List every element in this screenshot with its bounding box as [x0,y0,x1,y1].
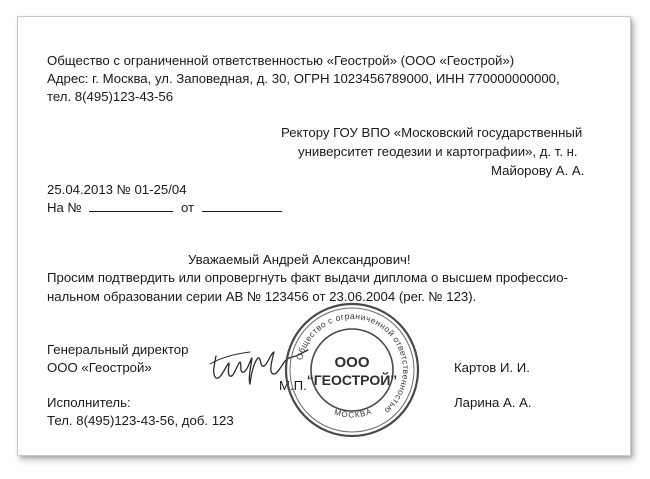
executor-phone: Тел. 8(495)123-43-56, доб. 123 [47,413,234,428]
recipient-line-2: университет геодезии и картографии», д. т. н. [298,144,578,159]
from-label: от [181,200,195,215]
incoming-reference [47,200,282,216]
recipient-line-1: Ректору ГОУ ВПО «Московский государственный [281,125,583,140]
recipient-name: Майорову А. А. [491,163,585,178]
company-stamp [283,301,421,439]
org-name: Общество с ограниченной ответственностью «Геострой» (ООО «Геострой») [47,53,515,68]
to-number-blank [89,200,173,212]
signatory-name: Картов И. И. [454,360,530,375]
org-address: Адрес: г. Москва, ул. Заповедная, д. 30, ОГРН 1023456789000, ИНН 770000000000, [47,71,560,86]
stamp-place-mark: М.П. [279,378,307,393]
executor-name: Ларина А. А. [454,395,532,410]
stamp-line-1: ООО [334,354,370,371]
stamp-ring-text: Общество с ограниченной ответственностью [294,310,412,416]
body-line-2: нальном образовании серии АВ № 123456 от 23.06.2004 (рег. № 123). [47,289,477,304]
executor-label: Исполнитель: [47,395,131,410]
outgoing-date-number: 25.04.2013 № 01-25/04 [47,182,187,197]
org-phone: тел. 8(495)123-43-56 [47,89,174,104]
stamp-city: МОСКВА [333,406,374,420]
body-line-1: Просим подтвердить или опровергнуть факт выдачи диплома о высшем профессио- [47,270,569,285]
from-date-blank [202,200,282,212]
signatory-org: ООО «Геострой» [47,360,152,375]
salutation: Уважаемый Андрей Александрович! [188,252,411,267]
signatory-title: Генеральный директор [47,342,189,357]
stamp-line-2: “ГЕОСТРОЙ” [306,372,398,388]
to-number-label: На № [47,200,82,215]
